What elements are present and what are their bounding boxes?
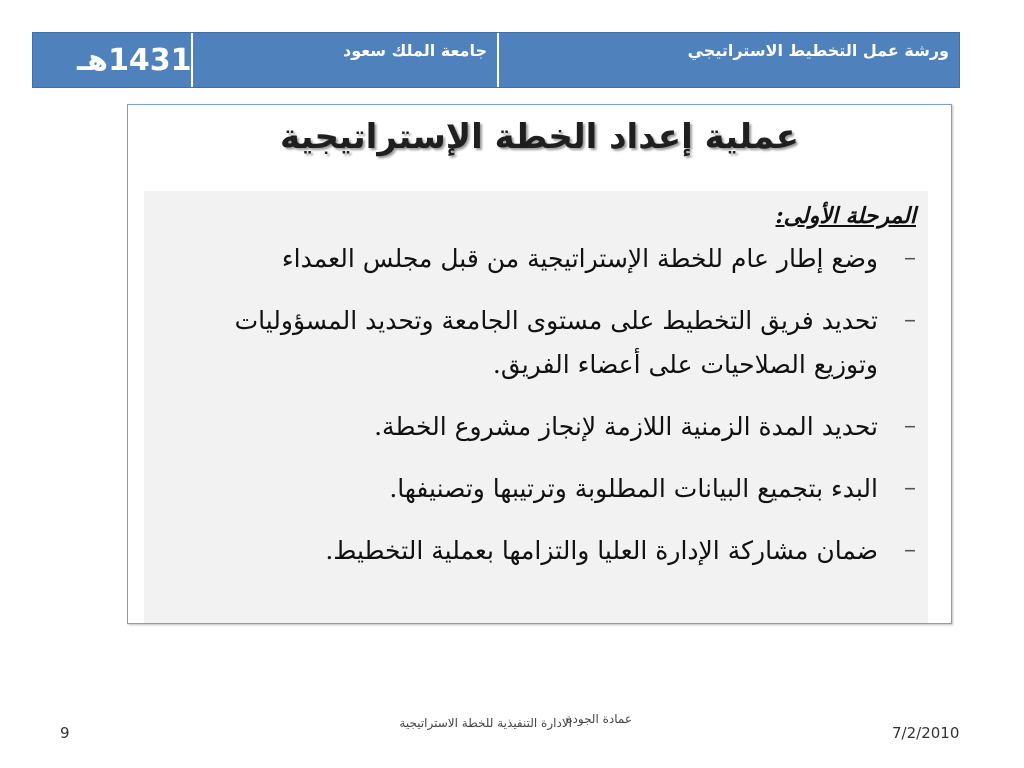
header-year-cell [33,33,191,87]
dash-bullet-icon: – [904,411,916,439]
list-item [164,467,918,511]
list-item-text: وضع إطار عام للخطة الإستراتيجية من قبل مجلس العمداء [281,244,878,273]
header-workshop-cell [497,33,959,87]
slide-title: عملية إعداد الخطة الإستراتيجية [280,117,799,157]
university-name: جامعة الملك سعود [343,41,487,60]
page-number: 9 [60,724,70,742]
header-university-cell [191,33,497,87]
list-item-text: ضمان مشاركة الإدارة العليا والتزامها بعملية التخطيط. [325,536,878,565]
header-bar [32,32,960,88]
footer-center [360,712,660,756]
list-item [164,529,918,573]
list-item-text: تحديد المدة الزمنية اللازمة لإنجاز مشروع الخطة. [374,412,878,441]
hijri-year: 1431هـ [77,43,192,78]
content-frame [127,104,952,624]
footer-deanship: عمادة الجودة [566,712,632,726]
list-item [164,299,918,387]
footer-admin: الادارة التنفيذية للخطة الاستراتيجية [399,716,572,730]
list-item [164,405,918,449]
dash-bullet-icon: – [904,473,916,501]
stage-label: المرحلة الأولى: [775,203,916,229]
list-item [164,237,918,281]
content-panel [144,191,928,623]
dash-bullet-icon: – [904,305,916,333]
dash-bullet-icon: – [904,535,916,563]
footer-date: 7/2/2010 [892,724,960,742]
dash-bullet-icon: – [904,243,916,271]
workshop-title: ورشة عمل التخطيط الاستراتيجي [687,41,949,60]
list-item-text: تحديد فريق التخطيط على مستوى الجامعة وتحديد المسؤوليات وتوزيع الصلاحيات على أعضاء الفريق. [234,306,878,379]
bullet-list [164,237,918,573]
list-item-text: البدء بتجميع البيانات المطلوبة وترتيبها وتصنيفها. [389,474,878,503]
